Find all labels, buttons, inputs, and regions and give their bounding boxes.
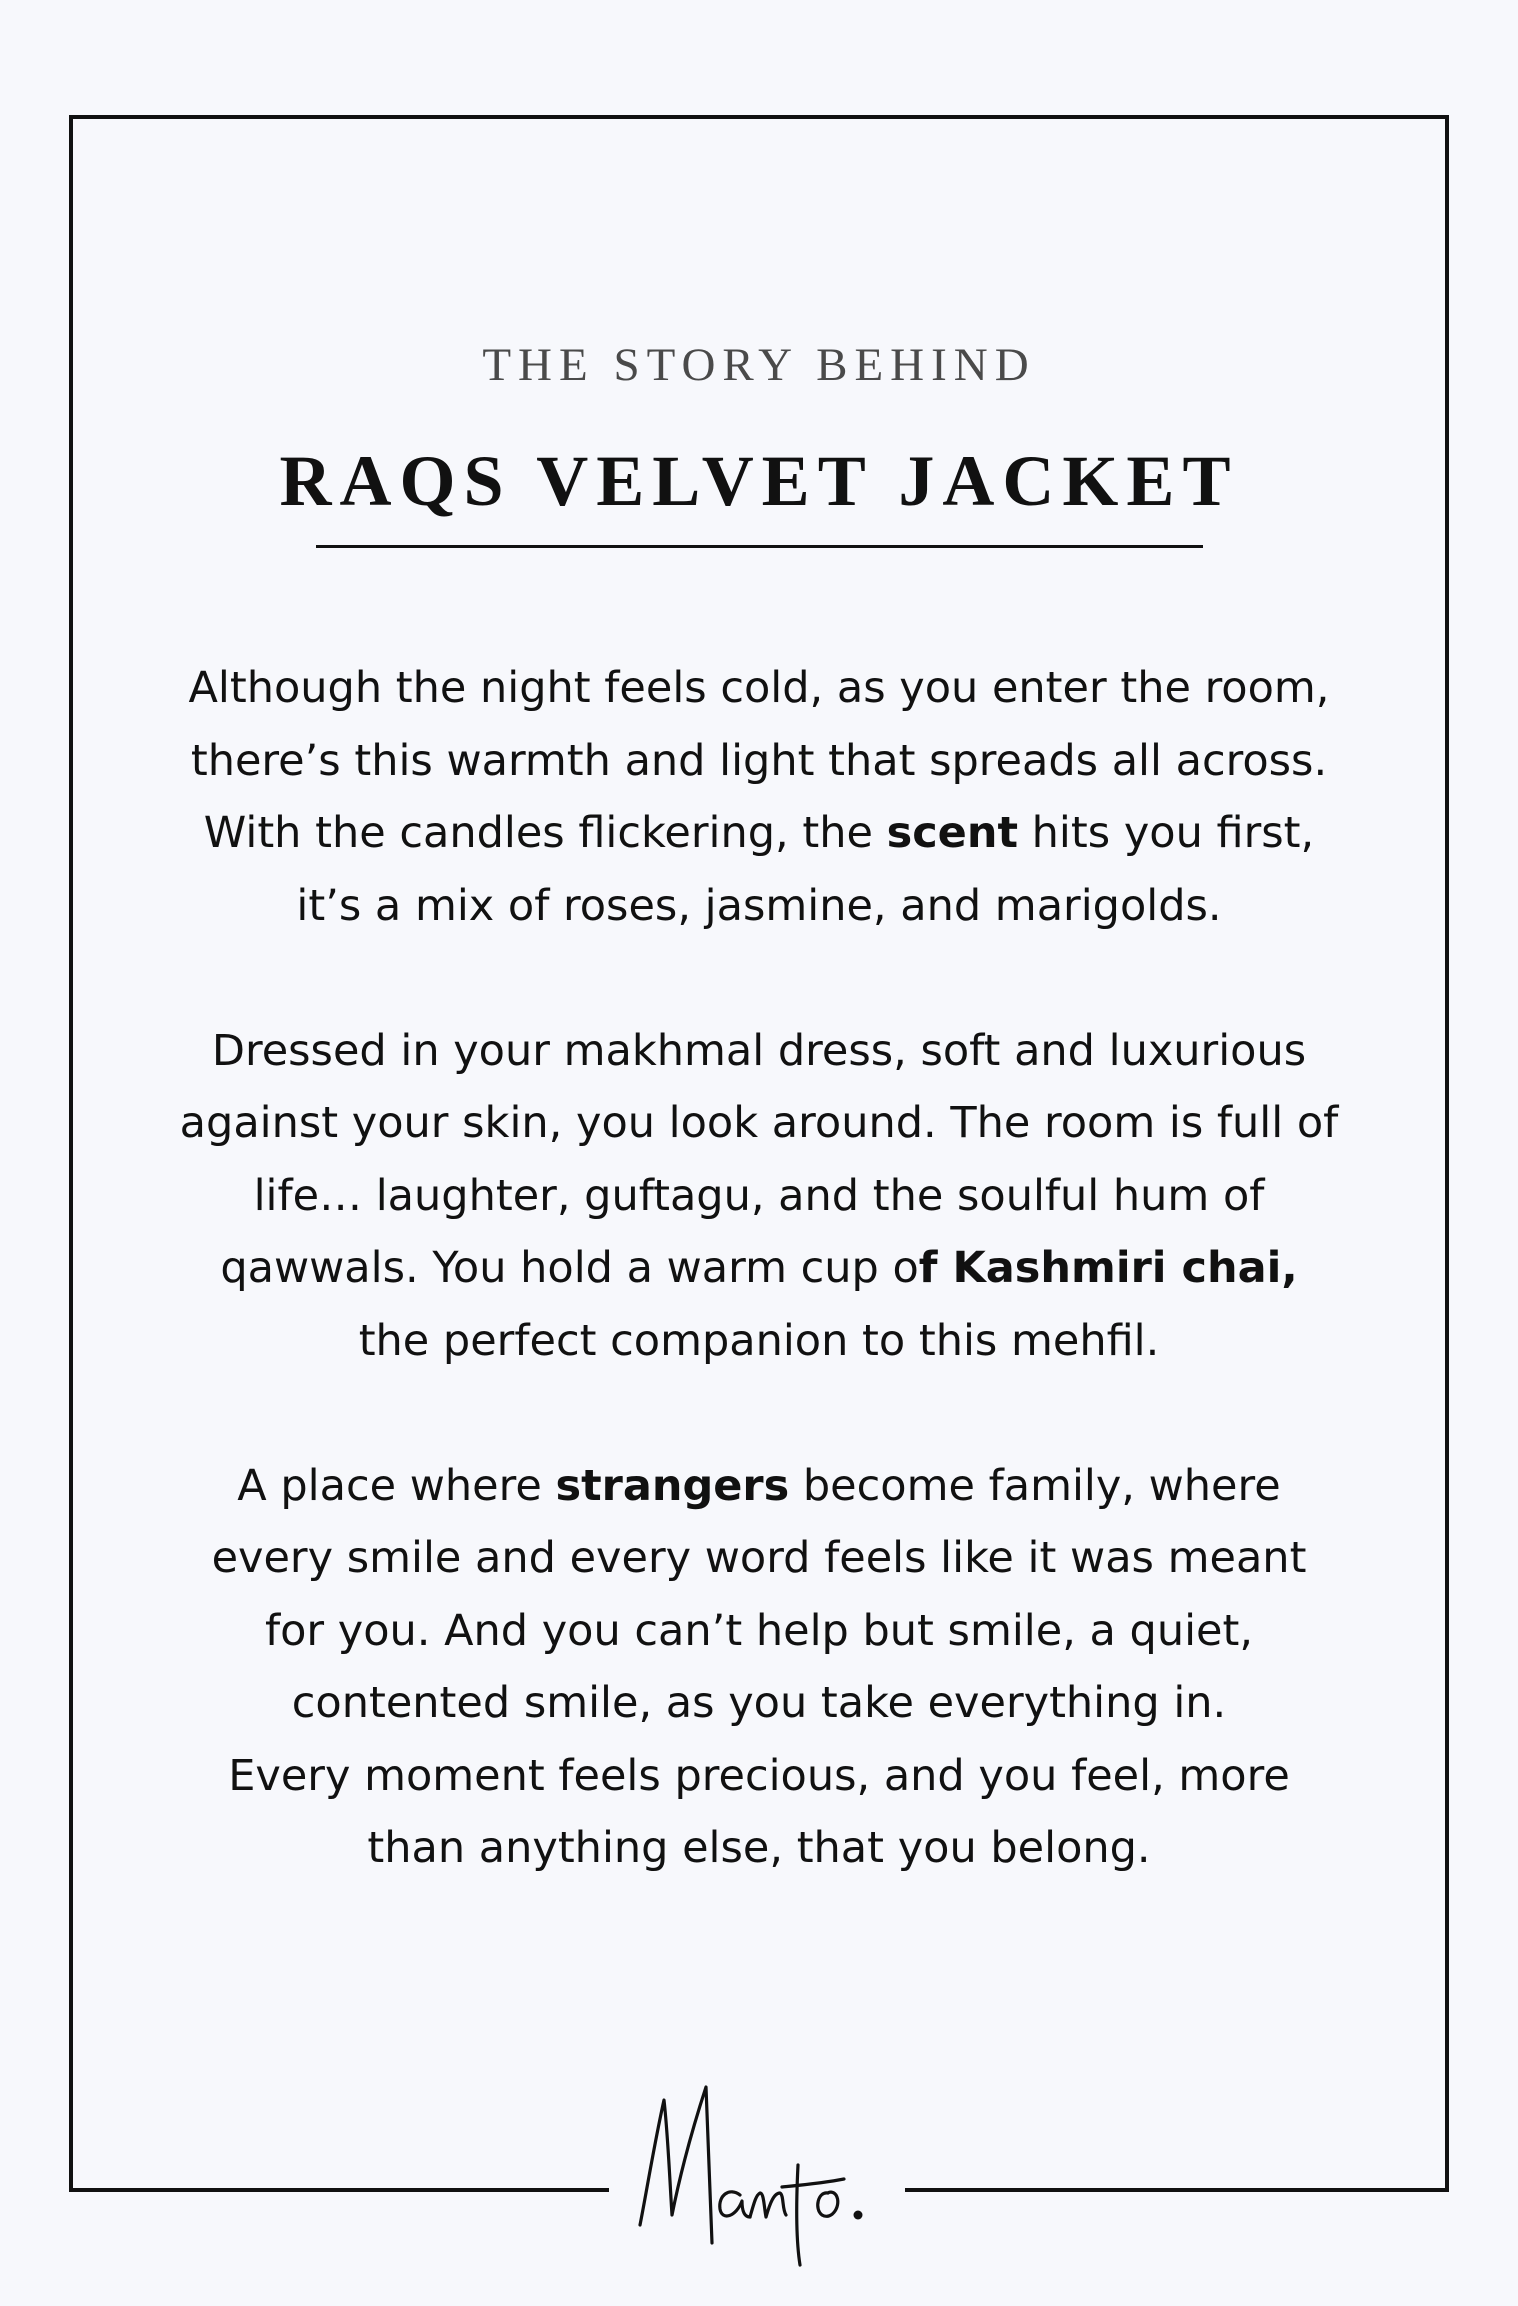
frame-bottom-right-rule xyxy=(905,2188,1449,2192)
story-line: Although the night feels cold, as you enter the room, xyxy=(188,663,1330,713)
story-text: hits you first, xyxy=(1018,808,1315,858)
story-text: A place where xyxy=(237,1460,556,1511)
story-line: it’s a mix of roses, jasmine, and marigolds. xyxy=(296,880,1222,931)
story-body xyxy=(140,652,1378,1885)
manto-signature-logo xyxy=(632,2075,886,2270)
story-paragraph-1 xyxy=(140,652,1378,942)
story-paragraph-2 xyxy=(140,1015,1378,1378)
story-line: contented smile, as you take everything in. xyxy=(291,1678,1227,1728)
title-divider xyxy=(316,545,1203,548)
story-line: the perfect companion to this mehfil. xyxy=(358,1315,1160,1366)
story-text: With the candles flickering, the xyxy=(203,808,887,858)
story-line: than anything else, that you belong. xyxy=(367,1823,1151,1873)
highlight-scent: scent xyxy=(886,808,1019,858)
story-line: there’s this warmth and light that spreads all across. xyxy=(190,735,1328,786)
story-line xyxy=(140,797,1378,870)
story-line: every smile and every word feels like it was meant xyxy=(211,1533,1307,1583)
page-title: RAQS VELVET JACKET xyxy=(279,441,1239,521)
highlight-kashmiri-chai: f Kashmiri chai, xyxy=(918,1243,1298,1293)
story-line: Every moment feels precious, and you feel, more xyxy=(228,1750,1290,1801)
eyebrow-heading: THE STORY BEHIND xyxy=(482,339,1036,391)
story-text: qawwals. You hold a warm cup o xyxy=(220,1243,919,1293)
story-line xyxy=(140,1450,1378,1523)
highlight-strangers: strangers xyxy=(555,1460,790,1511)
story-line: Dressed in your makhmal dress, soft and luxurious xyxy=(211,1025,1307,1076)
story-paragraph-3 xyxy=(140,1450,1378,1885)
story-line: for you. And you can’t help but smile, a quiet, xyxy=(264,1605,1254,1656)
story-line xyxy=(140,1232,1378,1305)
frame-bottom-left-rule xyxy=(69,2188,609,2192)
story-text: become family, where xyxy=(789,1460,1281,1511)
story-line: life… laughter, guftagu, and the soulful hum of xyxy=(253,1170,1265,1221)
story-line: against your skin, you look around. The room is full of xyxy=(179,1098,1339,1148)
